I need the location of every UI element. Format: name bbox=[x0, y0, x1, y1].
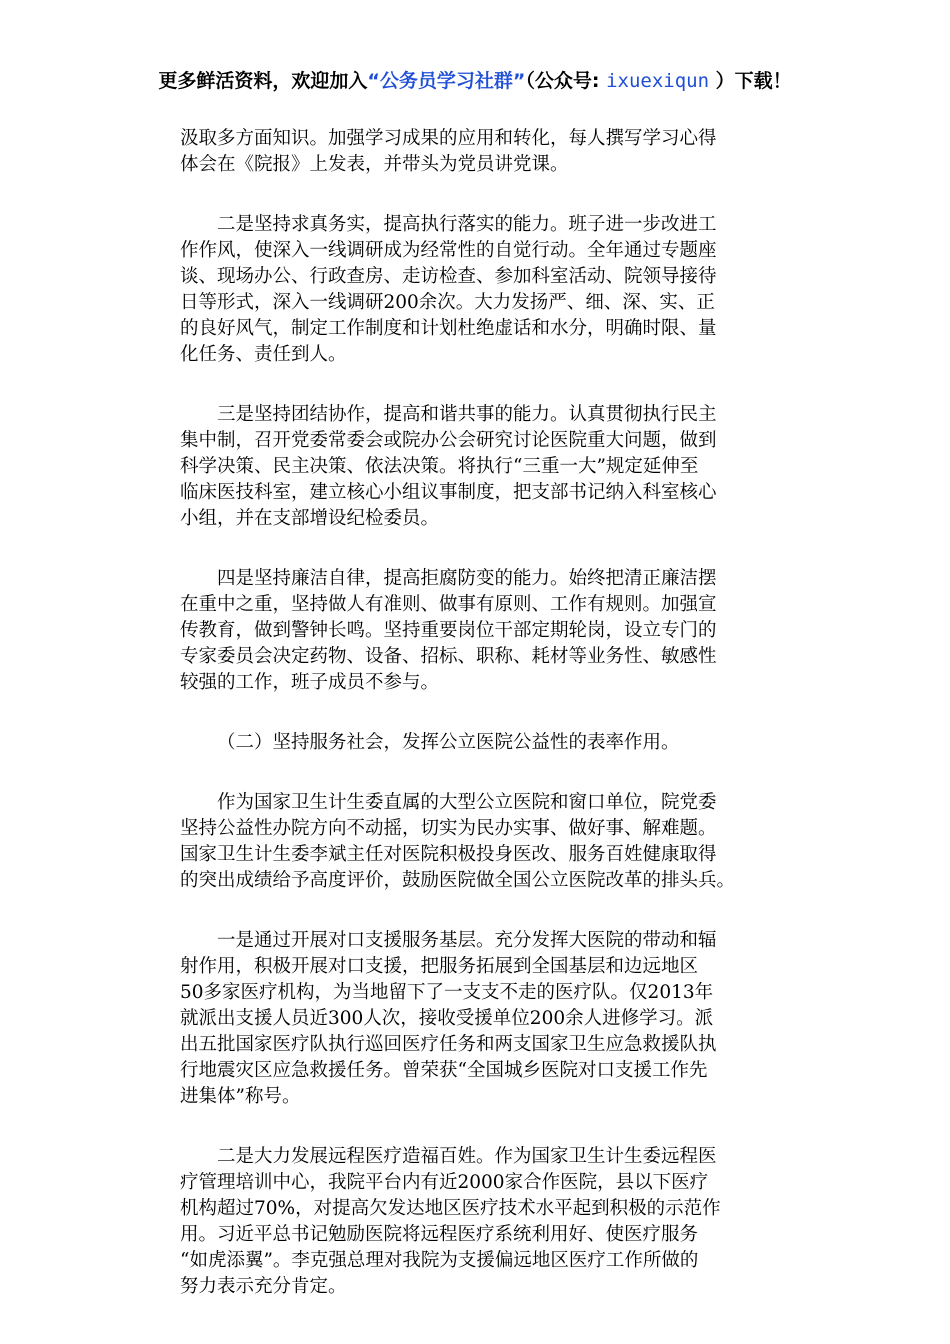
paragraph-line: 作为国家卫生计生委直属的大型公立医院和窗口单位，院党委 bbox=[217, 792, 717, 813]
paragraph-line: 日等形式，深入一线调研200余次。大力发扬严、细、深、实、正 bbox=[180, 292, 715, 313]
paragraph-line: 作作风，使深入一线调研成为经常性的自觉行动。全年通过专题座 bbox=[180, 240, 717, 261]
paragraph-line: 专家委员会决定药物、设备、招标、职称、耗材等业务性、敏感性 bbox=[180, 646, 717, 667]
paragraph bbox=[180, 1144, 772, 1300]
paragraph-line: 用。习近平总书记勉励医院将远程医疗系统利用好、使医疗服务 bbox=[180, 1224, 699, 1245]
paragraph bbox=[180, 790, 772, 894]
paragraph-line: 谈、现场办公、行政查房、走访检查、参加科室活动、院领导接待 bbox=[180, 266, 717, 287]
header-suffix: ）下载！ bbox=[715, 70, 792, 92]
paragraph-line: 出五批国家医疗队执行巡回医疗任务和两支国家卫生应急救援队执 bbox=[180, 1034, 717, 1055]
paragraph-line: 就派出支援人员近300人次，接收受援单位200余人进修学习。派 bbox=[180, 1008, 714, 1029]
paragraph-line: 机构超过70%，对提高欠发达地区医疗技术水平起到积极的示范作 bbox=[180, 1198, 721, 1219]
promo-header bbox=[0, 69, 950, 93]
section-heading bbox=[180, 730, 772, 756]
header-prefix: 更多鲜活资料，欢迎加入 bbox=[158, 70, 368, 92]
paragraph-line: 汲取多方面知识。加强学习成果的应用和转化，每人撰写学习心得 bbox=[180, 128, 717, 149]
paragraph-line: 进集体”称号。 bbox=[180, 1086, 301, 1107]
paragraph-line: 努力表示充分肯定。 bbox=[180, 1276, 347, 1297]
paragraph-line: 射作用，积极开展对口支援，把服务拓展到全国基层和边远地区 bbox=[180, 956, 699, 977]
paragraph-line: 在重中之重，坚持做人有准则、做事有原则、工作有规则。加强宣 bbox=[180, 594, 717, 615]
header-group-name: “公务员学习社群” bbox=[367, 70, 526, 92]
document-body bbox=[180, 126, 772, 1334]
paragraph bbox=[180, 566, 772, 696]
paragraph-line: 二是大力发展远程医疗造福百姓。作为国家卫生计生委远程医 bbox=[217, 1146, 717, 1167]
header-wechat-handle: ixuexiqun bbox=[606, 70, 710, 92]
paragraph-line: “如虎添翼”。李克强总理对我院为支援偏远地区医疗工作所做的 bbox=[180, 1250, 699, 1271]
paragraph-line: 体会在《院报》上发表，并带头为党员讲党课。 bbox=[180, 154, 569, 175]
paragraph-line: 50多家医疗机构，为当地留下了一支支不走的医疗队。仅2013年 bbox=[180, 982, 714, 1003]
paragraph-line: 四是坚持廉洁自律，提高拒腐防变的能力。始终把清正廉洁摆 bbox=[217, 568, 717, 589]
paragraph-line: 临床医技科室，建立核心小组议事制度，把支部书记纳入科室核心 bbox=[180, 482, 717, 503]
paragraph-line: 小组，并在支部增设纪检委员。 bbox=[180, 508, 440, 529]
header-mid: （公众号: bbox=[525, 70, 600, 92]
section-heading-text: （二）坚持服务社会，发挥公立医院公益性的表率作用。 bbox=[217, 732, 680, 753]
paragraph-line: 化任务、责任到人。 bbox=[180, 344, 347, 365]
paragraph-line: 疗管理培训中心，我院平台内有近2000家合作医院，县以下医疗 bbox=[180, 1172, 709, 1193]
paragraph-line: 传教育，做到警钟长鸣。坚持重要岗位干部定期轮岗，设立专门的 bbox=[180, 620, 717, 641]
paragraph-line: 行地震灾区应急救援任务。曾荣获“全国城乡医院对口支援工作先 bbox=[180, 1060, 708, 1081]
paragraph-line: 较强的工作，班子成员不参与。 bbox=[180, 672, 440, 693]
paragraph bbox=[180, 928, 772, 1110]
paragraph bbox=[180, 212, 772, 368]
paragraph-line: 的良好风气，制定工作制度和计划杜绝虚话和水分，明确时限、量 bbox=[180, 318, 717, 339]
paragraph-line: 国家卫生计生委李斌主任对医院积极投身医改、服务百姓健康取得 bbox=[180, 844, 717, 865]
paragraph-line: 的突出成绩给予高度评价，鼓励医院做全国公立医院改革的排头兵。 bbox=[180, 870, 736, 891]
paragraph-line: 坚持公益性办院方向不动摇，切实为民办实事、做好事、解难题。 bbox=[180, 818, 717, 839]
paragraph-line: 科学决策、民主决策、依法决策。将执行“三重一大”规定延伸至 bbox=[180, 456, 699, 477]
paragraph bbox=[180, 402, 772, 532]
paragraph-line: 二是坚持求真务实，提高执行落实的能力。班子进一步改进工 bbox=[217, 214, 717, 235]
paragraph-line: 一是通过开展对口支援服务基层。充分发挥大医院的带动和辐 bbox=[217, 930, 717, 951]
paragraph-line: 三是坚持团结协作，提高和谐共事的能力。认真贯彻执行民主 bbox=[217, 404, 717, 425]
paragraph-line: 集中制，召开党委常委会或院办公会研究讨论医院重大问题，做到 bbox=[180, 430, 717, 451]
paragraph bbox=[180, 126, 772, 178]
